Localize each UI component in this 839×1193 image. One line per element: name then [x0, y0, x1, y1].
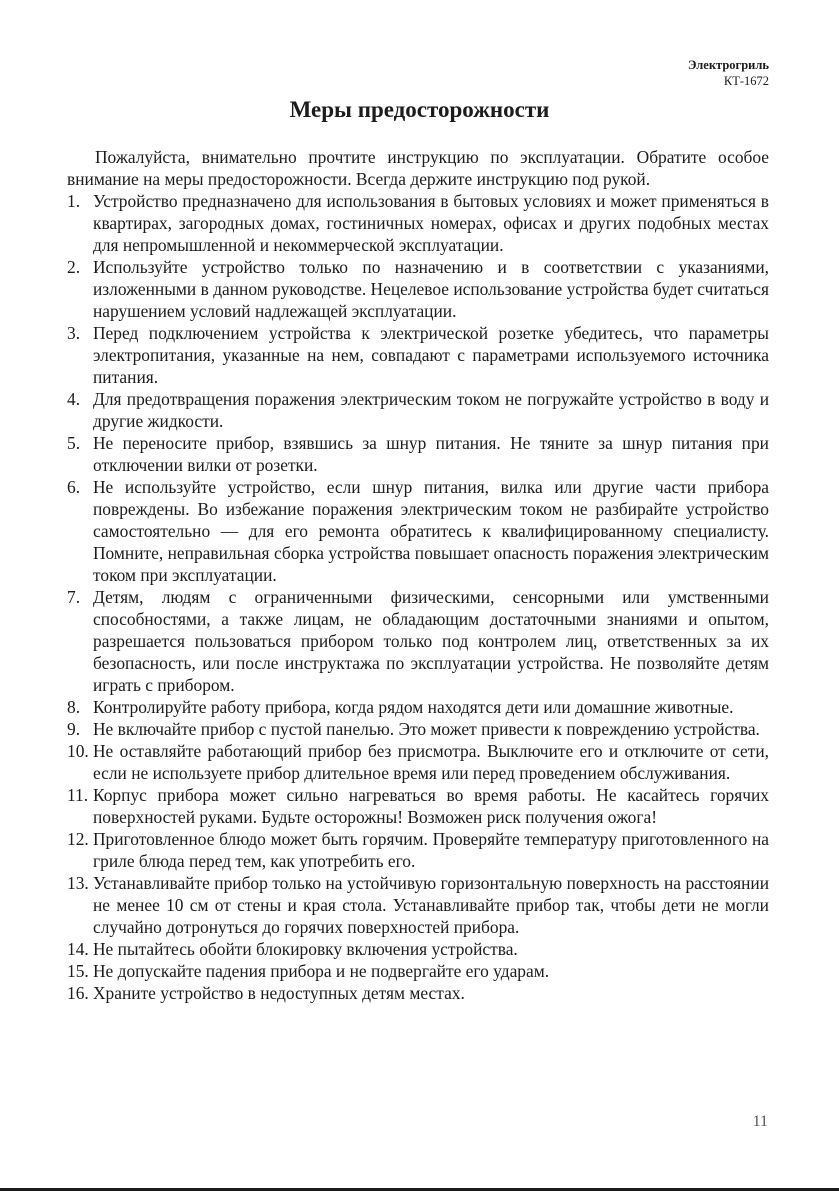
item-number: 1. — [67, 191, 81, 211]
list-item — [67, 696, 769, 718]
list-item — [67, 740, 769, 784]
item-text: Детям, людям с ограниченными физическими, сенсорными или умственными способностями, а также лицам, не обладающим достаточными знаниями и опытом, разрешается пользоваться прибором только под контролем лиц, ответственных за их безопасность, или после инструктажа по эксплуатации устройства. Не позволяйте детям играть с прибором. — [93, 587, 769, 695]
item-text: Для предотвращения поражения электрическим током не погружайте устройство в воду и другие жидкости. — [93, 389, 769, 431]
list-item — [67, 586, 769, 696]
item-number: 9. — [67, 719, 81, 739]
item-text: Не переносите прибор, взявшись за шнур питания. Не тяните за шнур питания при отключении вилки от розетки. — [93, 433, 769, 475]
item-number: 6. — [67, 477, 81, 497]
item-text: Приготовленное блюдо может быть горячим. Проверяйте температуру приготовленного на гриле блюда перед тем, как употребить его. — [93, 829, 769, 871]
list-item — [67, 938, 769, 960]
page-header — [688, 57, 769, 89]
bottom-rule — [0, 1188, 839, 1191]
item-text: Устройство предназначено для использования в бытовых условиях и может применяться в квартирах, загородных домах, гостиничных номерах, офисах и других подобных местах для непромышленной и некоммерческой эксплуатации. — [93, 191, 769, 255]
list-item — [67, 784, 769, 828]
item-text: Не пытайтесь обойти блокировку включения устройства. — [93, 939, 518, 959]
item-text: Перед подключением устройства к электрической розетке убедитесь, что параметры электропитания, указанные на нем, совпадают с параметрами используемого источника питания. — [93, 323, 769, 387]
item-number: 14. — [67, 939, 89, 959]
item-number: 13. — [67, 873, 89, 893]
list-item — [67, 960, 769, 982]
item-text: Не оставляйте работающий прибор без присмотра. Выключите его и отключите от сети, если не используете прибор длительное время или перед проведением обслуживания. — [93, 741, 769, 783]
product-model: КТ-1672 — [723, 74, 769, 88]
page-title: Меры предосторожности — [289, 97, 550, 122]
item-number: 7. — [67, 587, 81, 607]
list-item — [67, 322, 769, 388]
list-item — [67, 432, 769, 476]
page-number: 11 — [752, 1113, 768, 1130]
list-item — [67, 388, 769, 432]
list-item — [67, 256, 769, 322]
item-text: Используйте устройство только по назначению и в соответствии с указаниями, изложенными в данном руководстве. Нецелевое использование устройства будет считаться нарушением условий надлежащей эксплуатации. — [93, 257, 769, 321]
item-number: 3. — [67, 323, 81, 343]
precautions-list — [67, 190, 769, 1004]
intro-paragraph: Пожалуйста, внимательно прочтите инструкцию по эксплуатации. Обратите особое внимание на меры предосторожности. Всегда держите инструкцию под рукой. — [67, 147, 769, 189]
document-body — [67, 146, 769, 1004]
item-number: 16. — [67, 983, 89, 1003]
list-item — [67, 982, 769, 1004]
item-text: Не допускайте падения прибора и не подвергайте его ударам. — [93, 961, 550, 981]
item-text: Контролируйте работу прибора, когда рядом находятся дети или домашние животные. — [93, 697, 734, 717]
item-number: 15. — [67, 961, 89, 981]
item-number: 12. — [67, 829, 89, 849]
item-number: 5. — [67, 433, 81, 453]
list-item — [67, 718, 769, 740]
list-item — [67, 828, 769, 872]
list-item — [67, 872, 769, 938]
item-number: 2. — [67, 257, 81, 277]
item-text: Не используйте устройство, если шнур питания, вилка или другие части прибора повреждены. Во избежание поражения электрическим током не разбирайте устройство самостоятельно — для его ремонта обратитесь к квалифицированному специалисту. Помните, неправильная сборка устройства повышает опасность поражения электрическим током при эксплуатации. — [93, 477, 769, 585]
item-text: Храните устройство в недоступных детям местах. — [93, 983, 465, 1003]
item-text: Не включайте прибор с пустой панелью. Это может привести к повреждению устройства. — [93, 719, 760, 739]
product-name: Электрогриль — [687, 58, 769, 72]
item-text: Корпус прибора может сильно нагреваться во время работы. Не касайтесь горячих поверхностей руками. Будьте осторожны! Возможен риск получения ожога! — [93, 785, 769, 827]
item-text: Устанавливайте прибор только на устойчивую горизонтальную поверхность на расстоянии не менее 10 см от стены и края стола. Устанавливайте прибор так, чтобы дети не могли случайно дотронуться до горячих поверхностей прибора. — [93, 873, 769, 937]
item-number: 4. — [67, 389, 81, 409]
list-item — [67, 190, 769, 256]
item-number: 11. — [67, 785, 89, 805]
list-item — [67, 476, 769, 586]
item-number: 8. — [67, 697, 81, 717]
item-number: 10. — [67, 741, 89, 761]
